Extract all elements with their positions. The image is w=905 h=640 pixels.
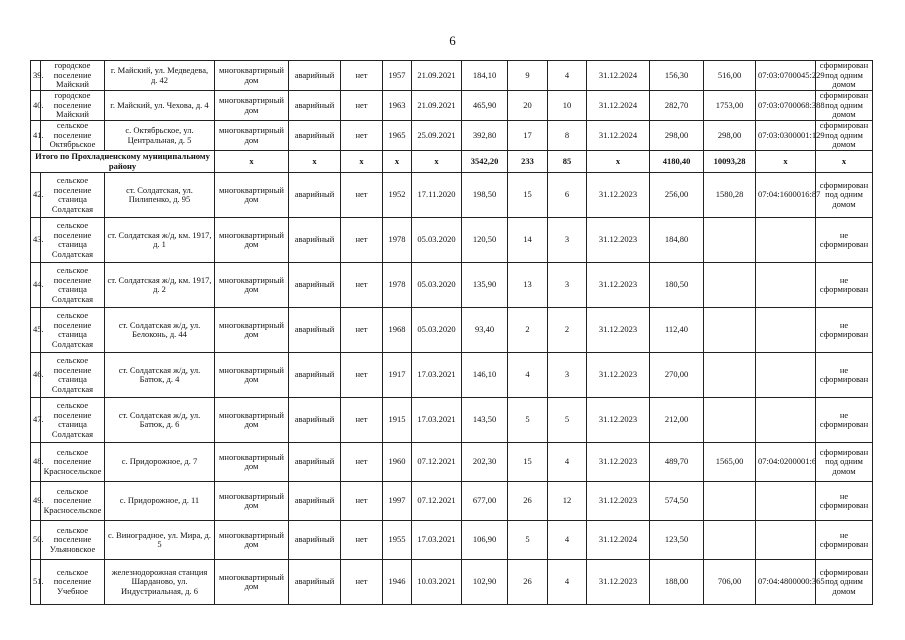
cell-address: ст. Солдатская ж/д, км. 1917, д. 1 — [105, 218, 215, 263]
cell-n: 39. — [31, 61, 41, 91]
cell-deadline: 31.12.2023 — [587, 218, 650, 263]
cell-formed: сформирован под одним домом — [816, 61, 873, 91]
cell-flag: нет — [341, 218, 383, 263]
cell-settlement: городское поселение Майский — [41, 61, 105, 91]
cell-type: многоквартирный дом — [215, 263, 289, 308]
cell-area2: 188,00 — [650, 560, 704, 605]
cell-cadastre: 07:04:1600016:87 — [756, 173, 816, 218]
cell-area: 120,50 — [462, 218, 508, 263]
cell-residents: 20 — [508, 91, 548, 121]
cell-address: ст. Солдатская ж/д, ул. Белоконь, д. 44 — [105, 308, 215, 353]
cell-status: аварийный — [289, 218, 341, 263]
cell-date: 21.09.2021 — [412, 91, 462, 121]
total-x: х — [412, 151, 462, 173]
cell-rooms: 6 — [548, 173, 587, 218]
cell-settlement: сельское поселение Красносельское — [41, 482, 105, 521]
total-x: х — [756, 151, 816, 173]
cell-residents: 5 — [508, 398, 548, 443]
cell-cost: 1565,00 — [704, 443, 756, 482]
cell-year: 1915 — [383, 398, 412, 443]
cell-rooms: 2 — [548, 308, 587, 353]
cell-cost — [704, 521, 756, 560]
cell-formed: сформирован под одним домом — [816, 443, 873, 482]
cell-residents: 17 — [508, 121, 548, 151]
cell-area2: 212,00 — [650, 398, 704, 443]
cell-status: аварийный — [289, 560, 341, 605]
cell-status: аварийный — [289, 121, 341, 151]
cell-status: аварийный — [289, 521, 341, 560]
cell-rooms: 8 — [548, 121, 587, 151]
cell-type: многоквартирный дом — [215, 61, 289, 91]
cell-area: 102,90 — [462, 560, 508, 605]
cell-deadline: 31.12.2024 — [587, 61, 650, 91]
cell-n: 47. — [31, 398, 41, 443]
cell-rooms: 4 — [548, 521, 587, 560]
cell-area: 465,90 — [462, 91, 508, 121]
cell-date: 17.03.2021 — [412, 521, 462, 560]
cell-address: г. Майский, ул. Медведева, д. 42 — [105, 61, 215, 91]
cell-year: 1963 — [383, 91, 412, 121]
cell-deadline: 31.12.2023 — [587, 443, 650, 482]
cell-cost: 298,00 — [704, 121, 756, 151]
cell-cadastre — [756, 218, 816, 263]
cell-status: аварийный — [289, 353, 341, 398]
cell-area2: 156,30 — [650, 61, 704, 91]
cell-area: 106,90 — [462, 521, 508, 560]
cell-area2: 184,80 — [650, 218, 704, 263]
housing-register-table — [30, 60, 873, 605]
table-row — [31, 121, 873, 151]
cell-n: 45. — [31, 308, 41, 353]
cell-date: 25.09.2021 — [412, 121, 462, 151]
cell-deadline: 31.12.2023 — [587, 482, 650, 521]
cell-formed: сформирован под одним домом — [816, 91, 873, 121]
cell-type: многоквартирный дом — [215, 398, 289, 443]
total-label: Итого по Прохладненскому муниципальному району — [31, 151, 215, 173]
cell-n: 44. — [31, 263, 41, 308]
cell-residents: 15 — [508, 173, 548, 218]
cell-settlement: сельское поселение станица Солдатская — [41, 218, 105, 263]
total-row — [31, 151, 873, 173]
cell-settlement: сельское поселение Красносельское — [41, 443, 105, 482]
cell-cadastre — [756, 308, 816, 353]
cell-deadline: 31.12.2023 — [587, 353, 650, 398]
cell-flag: нет — [341, 398, 383, 443]
cell-year: 1978 — [383, 263, 412, 308]
cell-residents: 26 — [508, 482, 548, 521]
cell-rooms: 3 — [548, 353, 587, 398]
cell-rooms: 3 — [548, 218, 587, 263]
cell-date: 21.09.2021 — [412, 61, 462, 91]
cell-area: 93,40 — [462, 308, 508, 353]
cell-date: 17.03.2021 — [412, 353, 462, 398]
cell-settlement: сельское поселение Ульяновское — [41, 521, 105, 560]
total-x: х — [816, 151, 873, 173]
total-x: х — [289, 151, 341, 173]
cell-type: многоквартирный дом — [215, 218, 289, 263]
cell-cost — [704, 482, 756, 521]
cell-formed: сформирован под одним домом — [816, 173, 873, 218]
table-row — [31, 308, 873, 353]
cell-year: 1960 — [383, 443, 412, 482]
cell-date: 17.11.2020 — [412, 173, 462, 218]
cell-address: ст. Солдатская ж/д, ул. Батюк, д. 6 — [105, 398, 215, 443]
table-row — [31, 218, 873, 263]
cell-year: 1955 — [383, 521, 412, 560]
cell-residents: 14 — [508, 218, 548, 263]
table-row — [31, 91, 873, 121]
cell-type: многоквартирный дом — [215, 173, 289, 218]
cell-n: 50. — [31, 521, 41, 560]
cell-flag: нет — [341, 91, 383, 121]
cell-deadline: 31.12.2023 — [587, 173, 650, 218]
cell-residents: 2 — [508, 308, 548, 353]
cell-residents: 13 — [508, 263, 548, 308]
cell-area2: 123,50 — [650, 521, 704, 560]
total-x: х — [341, 151, 383, 173]
cell-deadline: 31.12.2023 — [587, 263, 650, 308]
cell-area: 143,50 — [462, 398, 508, 443]
cell-n: 51. — [31, 560, 41, 605]
table-row — [31, 173, 873, 218]
cell-area2: 282,70 — [650, 91, 704, 121]
cell-address: ст. Солдатская ж/д, км. 1917, д. 2 — [105, 263, 215, 308]
cell-status: аварийный — [289, 398, 341, 443]
cell-cost — [704, 353, 756, 398]
cell-address: с. Октябрьское, ул. Центральная, д. 5 — [105, 121, 215, 151]
cell-area: 677,00 — [462, 482, 508, 521]
cell-address: с. Придорожное, д. 11 — [105, 482, 215, 521]
cell-year: 1917 — [383, 353, 412, 398]
cell-cadastre — [756, 482, 816, 521]
table-row — [31, 482, 873, 521]
total-rooms: 85 — [548, 151, 587, 173]
cell-flag: нет — [341, 263, 383, 308]
cell-cost — [704, 308, 756, 353]
cell-formed: не сформирован — [816, 263, 873, 308]
cell-n: 49. — [31, 482, 41, 521]
cell-type: многоквартирный дом — [215, 121, 289, 151]
cell-formed: не сформирован — [816, 353, 873, 398]
table-row — [31, 263, 873, 308]
total-x: х — [587, 151, 650, 173]
cell-cost — [704, 263, 756, 308]
cell-deadline: 31.12.2023 — [587, 560, 650, 605]
cell-type: многоквартирный дом — [215, 353, 289, 398]
cell-status: аварийный — [289, 91, 341, 121]
total-residents: 233 — [508, 151, 548, 173]
cell-n: 41. — [31, 121, 41, 151]
cell-area2: 489,70 — [650, 443, 704, 482]
cell-rooms: 12 — [548, 482, 587, 521]
cell-area: 184,10 — [462, 61, 508, 91]
page-number: 6 — [449, 33, 456, 48]
cell-flag: нет — [341, 560, 383, 605]
cell-date: 17.03.2021 — [412, 398, 462, 443]
cell-cost: 1580,28 — [704, 173, 756, 218]
cell-deadline: 31.12.2024 — [587, 521, 650, 560]
cell-deadline: 31.12.2024 — [587, 91, 650, 121]
cell-cadastre: 07:04:4800000:365 — [756, 560, 816, 605]
cell-formed: не сформирован — [816, 308, 873, 353]
total-x: х — [383, 151, 412, 173]
cell-year: 1997 — [383, 482, 412, 521]
cell-n: 40. — [31, 91, 41, 121]
cell-area2: 256,00 — [650, 173, 704, 218]
cell-rooms: 3 — [548, 263, 587, 308]
cell-rooms: 4 — [548, 560, 587, 605]
cell-type: многоквартирный дом — [215, 521, 289, 560]
cell-settlement: сельское поселение Учебное — [41, 560, 105, 605]
cell-date: 10.03.2021 — [412, 560, 462, 605]
table-row — [31, 353, 873, 398]
cell-n: 43. — [31, 218, 41, 263]
cell-type: многоквартирный дом — [215, 560, 289, 605]
cell-residents: 26 — [508, 560, 548, 605]
cell-cost: 1753,00 — [704, 91, 756, 121]
cell-address: ст. Солдатская ж/д, ул. Батюк, д. 4 — [105, 353, 215, 398]
cell-formed: сформирован под одним домом — [816, 121, 873, 151]
cell-year: 1978 — [383, 218, 412, 263]
cell-date: 05.03.2020 — [412, 263, 462, 308]
cell-n: 46. — [31, 353, 41, 398]
cell-cadastre — [756, 521, 816, 560]
cell-rooms: 4 — [548, 61, 587, 91]
cell-address: ст. Солдатская, ул. Пилипенко, д. 95 — [105, 173, 215, 218]
cell-area: 146,10 — [462, 353, 508, 398]
cell-settlement: сельское поселение станица Солдатская — [41, 263, 105, 308]
cell-area: 202,30 — [462, 443, 508, 482]
cell-cadastre: 07:03:0700045:229 — [756, 61, 816, 91]
cell-formed: сформирован под одним домом — [816, 560, 873, 605]
cell-cadastre: 07:04:0200001:6 — [756, 443, 816, 482]
cell-date: 07.12.2021 — [412, 482, 462, 521]
cell-cadastre — [756, 353, 816, 398]
cell-status: аварийный — [289, 482, 341, 521]
cell-status: аварийный — [289, 308, 341, 353]
cell-formed: не сформирован — [816, 482, 873, 521]
table-row — [31, 398, 873, 443]
cell-rooms: 4 — [548, 443, 587, 482]
cell-status: аварийный — [289, 61, 341, 91]
cell-year: 1952 — [383, 173, 412, 218]
cell-type: многоквартирный дом — [215, 443, 289, 482]
total-area: 3542,20 — [462, 151, 508, 173]
cell-type: многоквартирный дом — [215, 91, 289, 121]
total-area2: 4180,40 — [650, 151, 704, 173]
cell-flag: нет — [341, 173, 383, 218]
total-cost: 10093,28 — [704, 151, 756, 173]
total-x: х — [215, 151, 289, 173]
cell-rooms: 10 — [548, 91, 587, 121]
cell-residents: 9 — [508, 61, 548, 91]
cell-area2: 112,40 — [650, 308, 704, 353]
cell-flag: нет — [341, 61, 383, 91]
cell-address: с. Виноградное, ул. Мира, д. 5 — [105, 521, 215, 560]
cell-status: аварийный — [289, 443, 341, 482]
cell-cadastre: 07:03:0700068:388 — [756, 91, 816, 121]
cell-address: железнодорожная станция Шарданово, ул. Индустриальная, д. 6 — [105, 560, 215, 605]
cell-year: 1946 — [383, 560, 412, 605]
cell-area2: 298,00 — [650, 121, 704, 151]
cell-flag: нет — [341, 521, 383, 560]
cell-year: 1968 — [383, 308, 412, 353]
cell-cost: 516,00 — [704, 61, 756, 91]
cell-area2: 574,50 — [650, 482, 704, 521]
table-row — [31, 560, 873, 605]
cell-date: 07.12.2021 — [412, 443, 462, 482]
cell-settlement: сельское поселение станица Солдатская — [41, 353, 105, 398]
cell-deadline: 31.12.2023 — [587, 308, 650, 353]
cell-residents: 15 — [508, 443, 548, 482]
cell-status: аварийный — [289, 263, 341, 308]
cell-area: 392,80 — [462, 121, 508, 151]
cell-residents: 4 — [508, 353, 548, 398]
cell-flag: нет — [341, 353, 383, 398]
cell-residents: 5 — [508, 521, 548, 560]
cell-deadline: 31.12.2024 — [587, 121, 650, 151]
cell-type: многоквартирный дом — [215, 308, 289, 353]
cell-cost — [704, 218, 756, 263]
table-row — [31, 443, 873, 482]
cell-cadastre — [756, 398, 816, 443]
cell-deadline: 31.12.2023 — [587, 398, 650, 443]
cell-address: с. Придорожное, д. 7 — [105, 443, 215, 482]
cell-cadastre: 07:03:0300001:129 — [756, 121, 816, 151]
cell-cost — [704, 398, 756, 443]
cell-area: 135,90 — [462, 263, 508, 308]
cell-flag: нет — [341, 482, 383, 521]
cell-settlement: сельское поселение Октябрьское — [41, 121, 105, 151]
cell-settlement: сельское поселение станица Солдатская — [41, 308, 105, 353]
cell-date: 05.03.2020 — [412, 218, 462, 263]
cell-flag: нет — [341, 443, 383, 482]
cell-flag: нет — [341, 308, 383, 353]
cell-address: г. Майский, ул. Чехова, д. 4 — [105, 91, 215, 121]
cell-flag: нет — [341, 121, 383, 151]
cell-area: 198,50 — [462, 173, 508, 218]
cell-settlement: сельское поселение станица Солдатская — [41, 173, 105, 218]
cell-formed: не сформирован — [816, 521, 873, 560]
cell-type: многоквартирный дом — [215, 482, 289, 521]
cell-status: аварийный — [289, 173, 341, 218]
cell-n: 42. — [31, 173, 41, 218]
cell-formed: не сформирован — [816, 398, 873, 443]
cell-formed: не сформирован — [816, 218, 873, 263]
cell-rooms: 5 — [548, 398, 587, 443]
cell-cadastre — [756, 263, 816, 308]
cell-area2: 270,00 — [650, 353, 704, 398]
cell-settlement: сельское поселение станица Солдатская — [41, 398, 105, 443]
cell-cost: 706,00 — [704, 560, 756, 605]
cell-settlement: городское поселение Майский — [41, 91, 105, 121]
table-row — [31, 521, 873, 560]
cell-n: 48. — [31, 443, 41, 482]
cell-year: 1957 — [383, 61, 412, 91]
table-row — [31, 61, 873, 91]
cell-area2: 180,50 — [650, 263, 704, 308]
cell-date: 05.03.2020 — [412, 308, 462, 353]
cell-year: 1965 — [383, 121, 412, 151]
